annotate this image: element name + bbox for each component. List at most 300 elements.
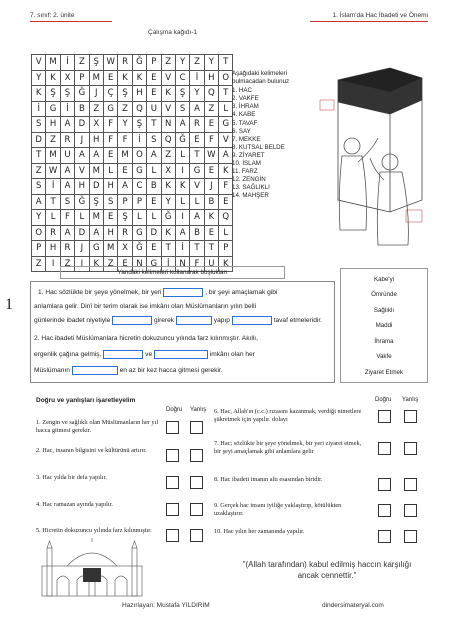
grid-cell[interactable]: X [89,117,103,133]
grid-cell[interactable]: C [132,179,146,195]
grid-cell[interactable]: Y [175,55,189,71]
answer-word: Ziyaret Etmek [364,369,404,376]
grid-cell[interactable]: X [118,241,132,257]
word-list [232,70,312,201]
word-list-item: 4. KABE [232,111,256,119]
word-list-item: 7. MEKKE [232,135,261,143]
tf-true-checkbox[interactable] [378,410,391,423]
grid-row [32,194,233,210]
grid-cell[interactable]: Q [161,132,175,148]
grid-cell[interactable]: A [60,225,74,241]
grid-cell[interactable]: G [132,163,146,179]
grid-row [32,117,233,133]
grid-cell[interactable]: F [60,210,74,226]
q1-line2: anlamlara gelir. Dinî bir terim olarak ise imkânı olan Müslümanların yılın belli [34,303,257,310]
grid-cell[interactable]: S [32,117,46,133]
grid-cell[interactable]: G [190,163,204,179]
grid-cell[interactable]: Ğ [161,210,175,226]
grid-row [32,148,233,164]
left-false-header: Yanlış [190,407,207,413]
tf-statement: 10. Hac yılın her zamanında yapılır. [214,528,305,535]
tf-statement: 6. Hac, Allah'ın (c.c.) rızasını kazanmak, verdiği nimetlere şükretmek için yapılır. dolayı [214,408,362,423]
grid-cell[interactable]: N [175,256,189,272]
grid-cell[interactable]: L [103,163,117,179]
word-list-item: 6. SAY [232,127,251,135]
word-list-intro: Aşağıdaki kelimeleri bulmacadan bulunuz [232,70,290,86]
grid-cell[interactable]: Ğ [75,86,89,102]
tf-statement: 4. Hac ramazan ayında yapılır. [36,501,113,508]
grid-cell[interactable]: G [46,101,60,117]
grid-cell[interactable]: K [161,179,175,195]
grid-cell[interactable]: I [175,210,189,226]
grid-cell[interactable]: T [161,241,175,257]
grid-cell[interactable]: N [161,117,175,133]
grid-cell[interactable]: W [46,163,60,179]
tf-statement: 9. Gerçek hac insanı iyiliğe yaklaştırıp, kötülükten uzaklaştırır. [214,502,342,517]
grid-cell[interactable]: O [132,148,146,164]
grid-row [32,86,233,102]
tf-false-checkbox[interactable] [404,478,417,491]
grid-cell[interactable]: T [219,55,233,71]
grid-row [32,132,233,148]
grid-cell[interactable]: Y [32,70,46,86]
grid-cell[interactable]: E [103,210,117,226]
grid-cell[interactable]: L [147,210,161,226]
q1-part-b: , bir şeyi amaçlamak gibi [205,289,278,296]
grid-cell[interactable]: K [32,86,46,102]
right-false-header: Yanlış [402,397,419,403]
grid-cell[interactable]: V [190,179,204,195]
grid-cell[interactable]: R [46,225,60,241]
worksheet-title: Çalışma kağıdı-1 [148,29,198,36]
tf-statement: 5. Hicretin dokuzuncu yılında farz kılınmıştır. [36,527,152,534]
grid-cell[interactable]: Ğ [175,132,189,148]
grid-cell[interactable]: Y [118,117,132,133]
true-false-title: Doğru ve yanlışları işaretleyelim [36,397,136,404]
grid-cell[interactable]: M [89,210,103,226]
q1-part-d: günlerinde ibadet niyetiyle [34,317,111,324]
grid-cell[interactable]: İ [132,132,146,148]
grid-cell[interactable]: D [75,225,89,241]
grid-cell[interactable]: I [75,256,89,272]
word-search-grid [31,54,233,272]
grid-cell[interactable]: G [89,241,103,257]
left-true-header: Doğru [166,407,183,413]
q2-part-c: ve [145,351,153,358]
grid-row [32,101,233,117]
grid-cell[interactable]: A [175,225,189,241]
tf-true-checkbox[interactable] [378,478,391,491]
grid-cell[interactable]: Y [190,86,204,102]
grid-cell[interactable]: K [219,256,233,272]
grid-cell[interactable]: İ [175,241,189,257]
grid-cell[interactable]: İ [60,101,74,117]
grid-cell[interactable]: S [103,194,117,210]
answer-word: Sağlıklı [373,307,395,314]
grid-cell[interactable]: D [89,179,103,195]
grid-cell[interactable]: Q [132,101,146,117]
grid-cell[interactable]: U [60,148,74,164]
grid-cell[interactable]: Ğ [75,194,89,210]
grid-cell[interactable]: S [32,179,46,195]
grid-cell[interactable]: W [204,148,218,164]
grid-cell[interactable]: Ş [89,194,103,210]
grid-cell[interactable]: B [204,194,218,210]
mosque-illustration [37,538,147,598]
grid-cell[interactable]: Ş [46,86,60,102]
tf-statement: 3. Hac yılda bir defa yapılır. [36,474,107,481]
grid-cell[interactable]: V [161,70,175,86]
grid-cell[interactable]: P [32,241,46,257]
grid-cell[interactable]: J [75,132,89,148]
grid-cell[interactable]: K [161,225,175,241]
grid-cell[interactable]: T [190,148,204,164]
grid-cell[interactable]: Q [219,210,233,226]
tf-true-checkbox[interactable] [166,503,179,516]
grid-cell[interactable]: L [147,163,161,179]
grid-cell[interactable]: D [147,225,161,241]
q2-line3 [34,363,223,378]
grid-cell[interactable]: O [219,70,233,86]
grid-cell[interactable]: S [175,101,189,117]
website-credit: dindersimateryal.com [322,602,384,609]
grid-cell[interactable]: L [219,225,233,241]
grid-cell[interactable]: E [190,132,204,148]
tf-false-checkbox[interactable] [404,504,417,517]
tf-false-checkbox[interactable] [190,529,203,542]
grid-cell[interactable]: E [204,225,218,241]
grid-cell[interactable]: U [204,256,218,272]
q1-part-e: girerek [153,317,175,324]
grid-cell[interactable]: Z [118,101,132,117]
tf-statement: 1. Zengin ve sağlıklı olan Müslümanların her yıl hacca gitmesi gerekir. [36,419,159,434]
grid-cell[interactable]: Ç [103,86,117,102]
grid-cell[interactable]: U [147,101,161,117]
word-list-item: 13. SAĞLIKLI [232,184,270,192]
grid-cell[interactable]: L [190,194,204,210]
blank-q2-1[interactable] [103,350,143,359]
grid-cell[interactable]: O [32,225,46,241]
q1-line1 [38,285,277,300]
grid-row [32,241,233,257]
grid-cell[interactable]: Y [32,210,46,226]
grid-cell[interactable]: H [103,179,117,195]
grid-cell[interactable]: Ğ [132,241,146,257]
grid-cell[interactable]: H [46,117,60,133]
grid-cell[interactable]: A [60,163,74,179]
tf-false-checkbox[interactable] [190,476,203,489]
grid-cell[interactable]: T [46,194,60,210]
grid-cell[interactable]: A [190,101,204,117]
grid-cell[interactable]: Ğ [132,55,146,71]
grid-cell[interactable]: Ş [89,55,103,71]
grid-cell[interactable]: R [190,117,204,133]
unit-label: 7. sınıf: 2. ünite [30,12,112,22]
grid-cell[interactable]: H [46,241,60,257]
tf-true-checkbox[interactable] [378,442,391,455]
grid-cell[interactable]: Y [161,194,175,210]
grid-cell[interactable]: H [89,132,103,148]
grid-cell[interactable]: K [118,70,132,86]
grid-cell[interactable]: M [46,148,60,164]
grid-cell[interactable]: J [89,86,103,102]
grid-cell[interactable]: Q [204,86,218,102]
grid-cell[interactable]: İ [190,70,204,86]
tf-true-checkbox[interactable] [378,530,391,543]
tf-true-checkbox[interactable] [166,421,179,434]
grid-cell[interactable]: A [89,148,103,164]
grid-cell[interactable]: K [219,163,233,179]
grid-cell[interactable]: I [46,256,60,272]
grid-cell[interactable]: E [204,163,218,179]
grid-cell[interactable]: W [103,55,117,71]
grid-cell[interactable]: V [75,163,89,179]
grid-cell[interactable]: K [132,70,146,86]
grid-cell[interactable]: C [175,70,189,86]
grid-cell[interactable]: J [75,241,89,257]
grid-cell[interactable]: Z [32,256,46,272]
grid-cell[interactable]: E [118,163,132,179]
grid-cell[interactable]: Z [190,55,204,71]
q2-line2 [34,347,255,362]
grid-cell[interactable]: K [161,86,175,102]
blank-q1-2[interactable] [112,316,152,325]
word-list-item: 9. ZİYARET [232,151,265,159]
grid-cell[interactable]: J [204,179,218,195]
grid-cell[interactable]: F [103,117,117,133]
grid-cell[interactable]: Z [32,163,46,179]
grid-cell[interactable]: İ [32,101,46,117]
grid-cell[interactable]: Z [89,101,103,117]
grid-cell[interactable]: A [118,179,132,195]
grid-cell[interactable]: L [46,210,60,226]
grid-cell[interactable]: N [132,256,146,272]
tf-true-checkbox[interactable] [166,449,179,462]
right-true-header: Doğru [375,397,392,403]
grid-cell[interactable]: H [132,86,146,102]
blank-q2-2[interactable] [154,350,208,359]
grid-cell[interactable]: A [60,179,74,195]
grid-cell[interactable]: P [132,194,146,210]
blank-q2-3[interactable] [72,366,118,375]
grid-cell[interactable]: G [103,101,117,117]
kaaba-pilgrims-illustration [318,50,426,250]
grid-row [32,163,233,179]
grid-cell[interactable]: F [118,132,132,148]
grid-row [32,210,233,226]
grid-cell[interactable]: Z [204,101,218,117]
grid-cell[interactable]: P [147,55,161,71]
tf-statement: 2. Hac, insanın bilgisini ve kültürünü artırır. [36,447,147,454]
grid-cell[interactable]: L [175,194,189,210]
grid-cell[interactable]: Z [60,256,74,272]
grid-cell[interactable]: E [103,70,117,86]
tf-statement: 8. Hac ibadeti imanın altı esasından biridir. [214,476,323,483]
tf-true-checkbox[interactable] [166,529,179,542]
grid-cell[interactable]: Ş [118,210,132,226]
word-list-item: 2. VAKFE [232,95,259,103]
grid-cell[interactable]: Ş [118,86,132,102]
word-list-item: 12. ZENGİN [232,176,266,184]
q1-part-g: tavaf etmeleridir. [273,317,322,324]
grid-cell[interactable]: T [147,117,161,133]
grid-cell[interactable]: A [219,148,233,164]
tf-false-checkbox[interactable] [404,530,417,543]
grid-cell[interactable]: K [89,256,103,272]
tf-false-checkbox[interactable] [404,442,417,455]
grid-cell[interactable]: A [190,210,204,226]
grid-cell[interactable]: E [103,148,117,164]
grid-cell[interactable]: P [219,241,233,257]
grid-cell[interactable]: L [219,101,233,117]
grid-cell[interactable]: M [46,55,60,71]
tf-false-checkbox[interactable] [190,503,203,516]
grid-cell[interactable]: E [118,256,132,272]
word-list-item: 3. İHRAM [232,103,259,111]
blank-q1-4[interactable] [232,316,272,325]
grid-cell[interactable]: V [161,101,175,117]
grid-row [32,55,233,71]
grid-cell[interactable]: A [147,148,161,164]
grid-cell[interactable]: A [75,148,89,164]
grid-cell[interactable]: İ [60,55,74,71]
q1-part-a: 1. Hac sözlükte bir şeye yönelmek, bir yeri [38,289,162,296]
grid-row [32,179,233,195]
grid-cell[interactable]: B [190,225,204,241]
word-list-item: 5. TAVAF [232,119,258,127]
grid-cell[interactable]: R [60,241,74,257]
grid-cell[interactable]: K [46,70,60,86]
blank-q1-1[interactable] [163,288,203,297]
tf-false-checkbox[interactable] [404,410,417,423]
hadith-quote: "(Allah tarafından) kabul edilmiş haccın karşılığı ancak cennettir." [242,560,412,580]
grid-cell[interactable]: D [75,117,89,133]
q2-part-d: imkânı olan her [209,351,255,358]
grid-cell[interactable]: R [60,132,74,148]
grid-cell[interactable]: T [204,241,218,257]
section-number: 1 [5,296,13,313]
grid-cell[interactable]: Z [46,132,60,148]
grid-cell[interactable]: Ş [175,86,189,102]
grid-cell[interactable]: E [219,194,233,210]
word-list-item: 10. İSLAM [232,160,261,168]
grid-cell[interactable]: Ş [60,86,74,102]
word-list-item: 11. FARZ [232,168,258,176]
q2-part-e: Müslümanın [34,367,70,374]
grid-cell[interactable]: F [103,132,117,148]
q2-part-f: en az bir kez hacca gitmesi gerekir. [119,367,223,374]
tf-false-checkbox[interactable] [190,449,203,462]
tf-true-checkbox[interactable] [166,476,179,489]
grid-cell[interactable]: F [204,132,218,148]
grid-cell[interactable]: E [204,117,218,133]
grid-row [32,225,233,241]
grid-cell[interactable]: V [32,55,46,71]
grid-cell[interactable]: Z [161,55,175,71]
grid-cell[interactable]: S [60,194,74,210]
grid-cell[interactable]: X [161,163,175,179]
answer-word: Vakfe [376,353,392,360]
grid-cell[interactable]: E [147,241,161,257]
grid-cell[interactable]: T [219,86,233,102]
grid-cell[interactable]: İ [161,256,175,272]
grid-cell[interactable]: Ş [132,117,146,133]
grid-cell[interactable]: F [190,256,204,272]
grid-cell[interactable]: A [175,117,189,133]
grid-cell[interactable]: H [75,179,89,195]
grid-cell[interactable]: H [103,225,117,241]
answer-word: Ömründe [371,291,397,298]
topic-title: 1. İslam'da Hac İbadeti ve Önemi [310,12,428,22]
grid-cell[interactable]: M [118,148,132,164]
grid-cell[interactable]: I [175,163,189,179]
grid-cell[interactable]: E [147,194,161,210]
q2-part-b: ergenlik çağına gelmiş, [34,351,102,358]
grid-cell[interactable]: F [219,179,233,195]
grid-cell[interactable]: E [147,70,161,86]
grid-cell[interactable]: T [32,148,46,164]
grid-cell[interactable]: V [219,132,233,148]
author-credit: Hazırlayan: Mustafa YILDIRIM [122,602,210,609]
grid-cell[interactable]: L [175,148,189,164]
grid-cell[interactable]: T [190,241,204,257]
grid-cell[interactable]: Z [103,256,117,272]
grid-cell[interactable]: İ [46,179,60,195]
q1-line3 [34,313,322,328]
grid-cell[interactable]: E [147,86,161,102]
grid-cell[interactable]: A [89,225,103,241]
word-list-item: 14. MAHŞER [232,192,269,200]
grid-cell[interactable]: A [32,194,46,210]
grid-cell[interactable]: Y [204,55,218,71]
grid-cell[interactable]: A [60,117,74,133]
tf-statement: 7. Hac; sözlükte bir şeye yönelmek, bir yeri ziyaret etmek, bir şeyi amaçlamak gibi anlamlara gelir [214,440,362,455]
grid-cell[interactable]: D [32,132,46,148]
blank-q1-3[interactable] [176,316,212,325]
answer-word: Maddi [375,322,393,329]
grid-cell[interactable]: M [89,70,103,86]
grid-cell[interactable]: M [89,163,103,179]
word-list-item: 8. KUTSAL BELDE [232,143,285,151]
grid-cell[interactable]: B [147,179,161,195]
grid-cell[interactable]: X [60,70,74,86]
grid-cell[interactable]: M [103,241,117,257]
grid-cell[interactable]: K [204,210,218,226]
grid-cell[interactable]: H [204,70,218,86]
tf-false-checkbox[interactable] [190,421,203,434]
answer-word: İhrama [374,338,394,345]
grid-cell[interactable]: G [147,256,161,272]
answer-word: Kabe'yi [373,276,395,283]
grid-cell[interactable]: G [132,225,146,241]
grid-cell[interactable]: P [75,70,89,86]
grid-row [32,70,233,86]
tf-true-checkbox[interactable] [378,504,391,517]
word-list-item: 1. HAC [232,87,252,95]
grid-cell[interactable]: G [219,117,233,133]
q2-line1: 2. Hac ibadeti Müslümanlara hicretin dokuzuncu yılında farz kılınmıştır. Akıllı, [34,335,258,342]
grid-cell[interactable]: K [175,179,189,195]
grid-cell[interactable]: Z [161,148,175,164]
grid-cell[interactable]: L [75,210,89,226]
grid-cell[interactable]: P [118,194,132,210]
grid-cell[interactable]: S [147,132,161,148]
grid-cell[interactable]: L [132,210,146,226]
grid-cell[interactable]: B [75,101,89,117]
grid-cell[interactable]: Z [75,55,89,71]
grid-cell[interactable]: R [118,55,132,71]
grid-cell[interactable]: R [118,225,132,241]
